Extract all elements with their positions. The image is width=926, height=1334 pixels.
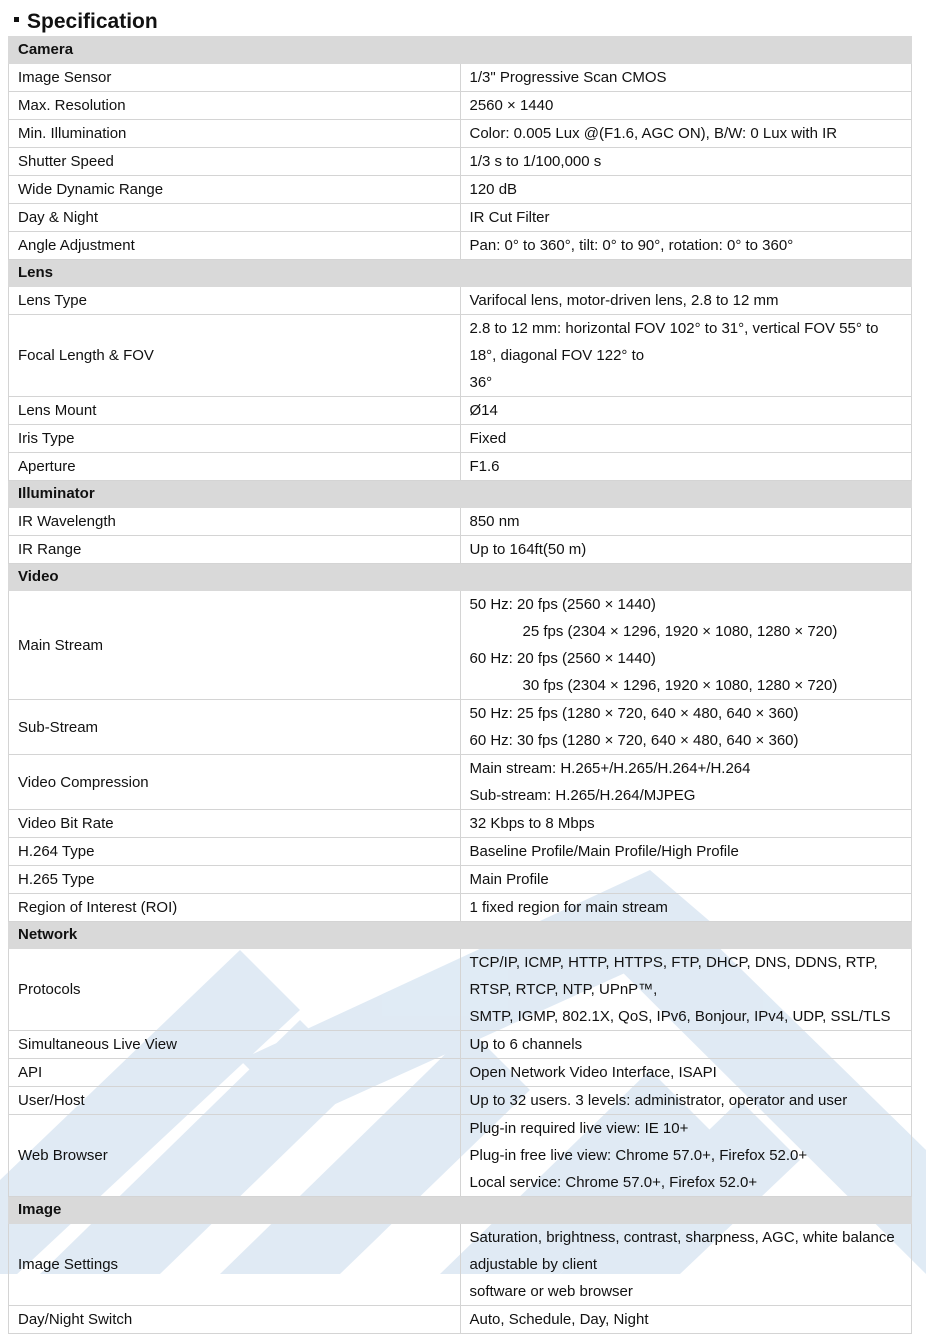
spec-value-line: Main stream: H.265+/H.265/H.264+/H.264 [469, 760, 751, 777]
spec-value-line: Main Profile [469, 871, 549, 888]
spec-value-line: 30 fps (2304 × 1296, 1920 × 1080, 1280 × 720) [522, 677, 838, 694]
spec-label: Web Browser [9, 1115, 461, 1197]
spec-label: Lens Mount [9, 397, 461, 425]
section-title: Video [9, 564, 912, 591]
spec-value [460, 536, 912, 564]
spec-label: H.264 Type [9, 838, 461, 866]
spec-value-line: 32 Kbps to 8 Mbps [469, 815, 595, 832]
table-row [9, 425, 912, 453]
table-row [9, 536, 912, 564]
spec-value-line: Pan: 0° to 360°, tilt: 0° to 90°, rotation: 0° to 360° [469, 237, 794, 254]
section-header [9, 481, 912, 508]
spec-value [460, 92, 912, 120]
spec-label: Aperture [9, 453, 461, 481]
spec-value [460, 204, 912, 232]
section-title: Network [9, 922, 912, 949]
spec-value [460, 1306, 912, 1334]
spec-label: Day & Night [9, 204, 461, 232]
spec-value-line: 60 Hz: 30 fps (1280 × 720, 640 × 480, 640 × 360) [469, 732, 799, 749]
spec-value-line: 50 Hz: 20 fps (2560 × 1440) [469, 596, 656, 613]
spec-value-line: Up to 164ft(50 m) [469, 541, 587, 558]
section-header [9, 922, 912, 949]
spec-value-line: 120 dB [469, 181, 518, 198]
spec-value [460, 1087, 912, 1115]
specification-table [8, 36, 912, 1334]
spec-label: Protocols [9, 949, 461, 1031]
spec-value-line: Local service: Chrome 57.0+, Firefox 52.0+ [469, 1174, 758, 1191]
table-row [9, 1115, 912, 1197]
spec-label: Max. Resolution [9, 92, 461, 120]
spec-value-line: Varifocal lens, motor-driven lens, 2.8 to 12 mm [469, 292, 779, 309]
spec-value-line: F1.6 [469, 458, 500, 475]
spec-label: Angle Adjustment [9, 232, 461, 260]
spec-value-line: Up to 6 channels [469, 1036, 583, 1053]
table-row [9, 866, 912, 894]
spec-value-line: IR Cut Filter [469, 209, 550, 226]
spec-value [460, 120, 912, 148]
spec-label: H.265 Type [9, 866, 461, 894]
spec-value-line: TCP/IP, ICMP, HTTP, HTTPS, FTP, DHCP, DNS, DDNS, RTP, RTSP, RTCP, NTP, UPnP™, [469, 954, 878, 998]
spec-value [460, 148, 912, 176]
spec-value-line: 1/3 s to 1/100,000 s [469, 153, 602, 170]
spec-label: IR Wavelength [9, 508, 461, 536]
table-row [9, 1059, 912, 1087]
spec-label: Region of Interest (ROI) [9, 894, 461, 922]
table-row [9, 397, 912, 425]
spec-value-line: Baseline Profile/Main Profile/High Profile [469, 843, 739, 860]
spec-value [460, 287, 912, 315]
table-row [9, 949, 912, 1031]
spec-label: Simultaneous Live View [9, 1031, 461, 1059]
spec-label: Iris Type [9, 425, 461, 453]
spec-value [460, 838, 912, 866]
table-row [9, 64, 912, 92]
spec-value-line: 50 Hz: 25 fps (1280 × 720, 640 × 480, 640 × 360) [469, 705, 799, 722]
spec-value [460, 64, 912, 92]
spec-value [460, 232, 912, 260]
table-row [9, 508, 912, 536]
table-row [9, 232, 912, 260]
spec-value-line: Auto, Schedule, Day, Night [469, 1311, 649, 1328]
spec-value-line: SMTP, IGMP, 802.1X, QoS, IPv6, Bonjour, IPv4, UDP, SSL/TLS [469, 1008, 891, 1025]
spec-label: Focal Length & FOV [9, 315, 461, 397]
spec-value-line: Ø14 [469, 402, 498, 419]
spec-label: Shutter Speed [9, 148, 461, 176]
spec-label: Wide Dynamic Range [9, 176, 461, 204]
table-row [9, 894, 912, 922]
spec-value-line: Open Network Video Interface, ISAPI [469, 1064, 717, 1081]
spec-value-line: 850 nm [469, 513, 520, 530]
spec-value-line: 60 Hz: 20 fps (2560 × 1440) [469, 650, 656, 667]
spec-value [460, 591, 912, 700]
spec-value [460, 397, 912, 425]
spec-value [460, 700, 912, 755]
table-row [9, 176, 912, 204]
section-header [9, 564, 912, 591]
spec-label: API [9, 1059, 461, 1087]
spec-value-line: Saturation, brightness, contrast, sharpness, AGC, white balance adjustable by client [469, 1229, 895, 1273]
spec-label: Lens Type [9, 287, 461, 315]
bullet-icon [14, 17, 19, 22]
section-title: Image [9, 1197, 912, 1224]
spec-label: Image Sensor [9, 64, 461, 92]
section-header [9, 260, 912, 287]
spec-value [460, 949, 912, 1031]
spec-value-line: Color: 0.005 Lux @(F1.6, AGC ON), B/W: 0 Lux with IR [469, 125, 838, 142]
spec-value [460, 176, 912, 204]
table-row [9, 148, 912, 176]
table-row [9, 1306, 912, 1334]
spec-value [460, 1115, 912, 1197]
spec-label: Min. Illumination [9, 120, 461, 148]
table-row [9, 92, 912, 120]
section-title: Illuminator [9, 481, 912, 508]
section-header [9, 1197, 912, 1224]
spec-value-line: Up to 32 users. 3 levels: administrator, operator and user [469, 1092, 848, 1109]
section-title: Lens [9, 260, 912, 287]
spec-value-line: 25 fps (2304 × 1296, 1920 × 1080, 1280 × 720) [522, 623, 838, 640]
section-title: Camera [9, 37, 912, 64]
spec-value [460, 1031, 912, 1059]
spec-value [460, 755, 912, 810]
spec-value [460, 453, 912, 481]
spec-value-line: 1 fixed region for main stream [469, 899, 668, 916]
spec-value [460, 508, 912, 536]
spec-value-line: 36° [469, 374, 493, 391]
table-row [9, 700, 912, 755]
spec-value [460, 894, 912, 922]
spec-value [460, 810, 912, 838]
table-row [9, 755, 912, 810]
spec-value-line: 2560 × 1440 [469, 97, 554, 114]
spec-value-line: Sub-stream: H.265/H.264/MJPEG [469, 787, 696, 804]
table-row [9, 120, 912, 148]
spec-value-line: Plug-in required live view: IE 10+ [469, 1120, 689, 1137]
table-row [9, 1224, 912, 1306]
spec-label: IR Range [9, 536, 461, 564]
table-row [9, 1031, 912, 1059]
spec-label: Video Compression [9, 755, 461, 810]
page-title-text: Specification [27, 10, 158, 33]
table-row [9, 1087, 912, 1115]
spec-value [460, 1224, 912, 1306]
table-row [9, 204, 912, 232]
spec-label: Main Stream [9, 591, 461, 700]
spec-value [460, 1059, 912, 1087]
spec-value-line: software or web browser [469, 1283, 633, 1300]
table-row [9, 453, 912, 481]
table-row [9, 591, 912, 700]
table-row [9, 287, 912, 315]
table-row [9, 315, 912, 397]
spec-label: User/Host [9, 1087, 461, 1115]
spec-value-line: 1/3" Progressive Scan CMOS [469, 69, 667, 86]
page-title [14, 8, 158, 36]
spec-value-line: 2.8 to 12 mm: horizontal FOV 102° to 31°, vertical FOV 55° to 18°, diagonal FOV 122° to [469, 320, 879, 364]
spec-value [460, 425, 912, 453]
spec-value [460, 315, 912, 397]
spec-label: Sub-Stream [9, 700, 461, 755]
table-row [9, 810, 912, 838]
spec-label: Image Settings [9, 1224, 461, 1306]
spec-value-line: Fixed [469, 430, 507, 447]
spec-value [460, 866, 912, 894]
spec-label: Day/Night Switch [9, 1306, 461, 1334]
spec-value-line: Plug-in free live view: Chrome 57.0+, Firefox 52.0+ [469, 1147, 808, 1164]
table-row [9, 838, 912, 866]
spec-label: Video Bit Rate [9, 810, 461, 838]
section-header [9, 37, 912, 64]
